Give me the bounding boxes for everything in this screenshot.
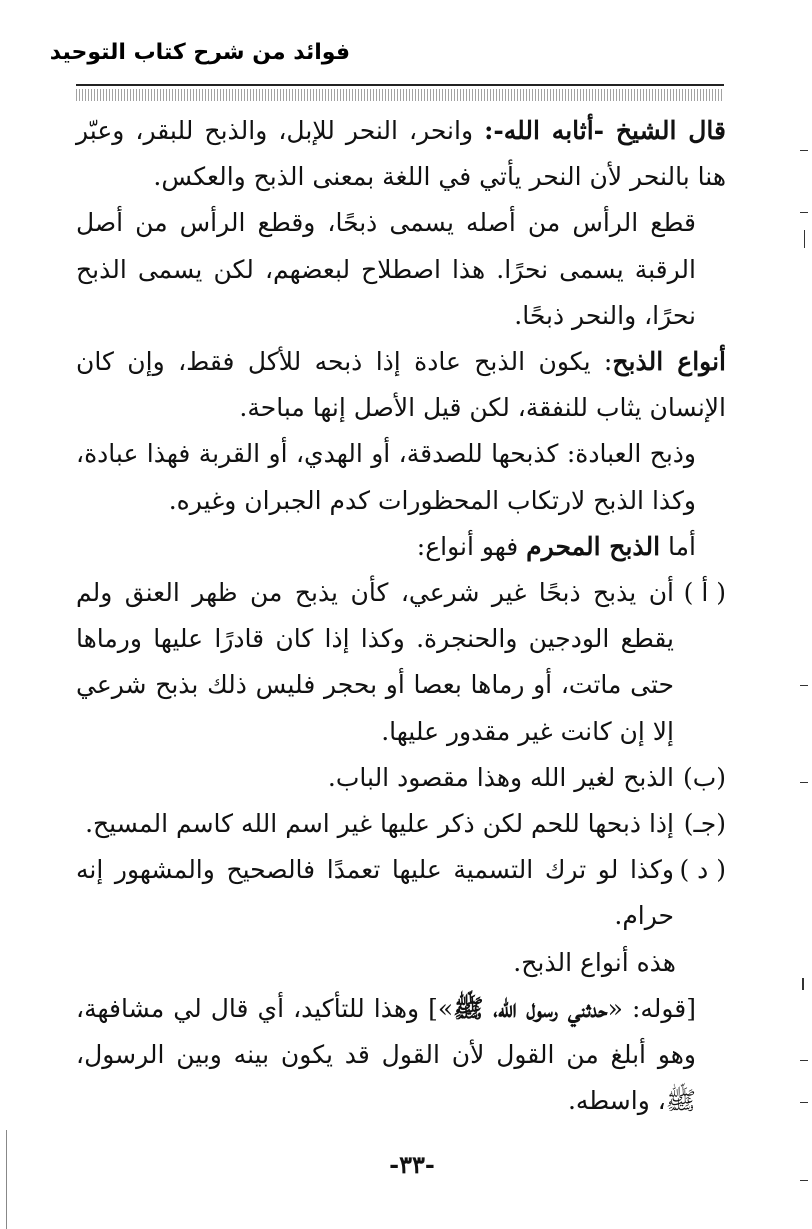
list-item-text: أن يذبح ذبحًا غير شرعي، كأن يذبح من ظهر العنق ولم يقطع الودجين والحنجرة. وكذا إذا كان قادرًا عليها ورماها حتى ماتت، أو رماها بعصا أو بحجر فليس ذلك بذبح شرعي إلا إن كانت غير مقدور عليها. [76, 578, 674, 746]
header-ornament-band [76, 89, 724, 101]
quoted-phrase: حدثني رسول الله، ﷺ [453, 993, 608, 1023]
paragraph-head-cutting: قطع الرأس من أصله يسمى ذبحًا، وقطع الرأس من أصل الرقبة يسمى نحرًا. هذا اصطلاح لبعضهم، لكن يسمى الذبح نحرًا، والنحر ذبحًا. [76, 208, 696, 330]
scan-margin-mark [804, 230, 805, 248]
scan-margin-mark [800, 1180, 808, 1181]
paragraph-slaughter-types [76, 339, 726, 431]
running-header-title: فوائد من شرح كتاب التوحيد [49, 40, 350, 65]
paragraph-text: أما [660, 531, 696, 561]
paragraph-text: »] وهذا للتأكيد، أي قال لي مشافهة، وهو أبلغ من القول لأن القول قد يكون بينه وبين الرسول، ﷺ، واسطه. [76, 993, 696, 1116]
scan-margin-mark [6, 1130, 7, 1229]
scan-margin-mark [800, 212, 808, 213]
scan-margin-mark [800, 150, 808, 151]
paragraph-forbidden-intro [76, 524, 726, 570]
list-item-text: وكذا لو ترك التسمية عليها تعمدًا فالصحيح والمشهور إنه حرام. [76, 855, 674, 931]
list-item-text: الذبح لغير الله وهذا مقصود الباب. [327, 762, 674, 792]
scan-margin-mark [800, 685, 808, 686]
paragraph-text: : يكون الذبح عادة إذا ذبحه للأكل فقط، وإن كان الإنسان يثاب للنفقة، لكن قيل الأصل إنها مباحة. [76, 347, 726, 423]
list-item [76, 801, 726, 847]
header-rule [76, 84, 724, 86]
section-heading: أنواع الذبح [612, 347, 726, 377]
paragraph-text: فهو أنواع: [416, 531, 527, 561]
list-item [76, 570, 726, 755]
paragraph-sheikh-statement [76, 108, 726, 200]
scan-margin-mark [800, 1102, 808, 1103]
list-item-text: إذا ذبحها للحم لكن ذكر عليها غير اسم الله كاسم المسيح. [85, 809, 674, 839]
list-item [76, 847, 726, 939]
list-marker: (ب) [682, 762, 726, 792]
paragraph-worship-slaughter: وذبح العبادة: كذبحها للصدقة، أو الهدي، أو القربة فهذا عبادة، وكذا الذبح لارتكاب المحظورات كدم الجبران وغيره. [76, 439, 696, 515]
speaker-label: قال الشيخ -أثابه الله-: [484, 116, 726, 145]
paragraph-text: وانحر، النحر للإبل، والذبح للبقر، وعبّر هنا بالنحر لأن النحر يأتي في اللغة بمعنى الذبح والعكس. [76, 116, 726, 192]
list-marker: (جـ) [683, 809, 726, 839]
list-marker: ( د ) [679, 855, 726, 885]
section-heading: الذبح المحرم [526, 531, 661, 561]
paragraph-hadith-comment [76, 986, 726, 1125]
list-marker: ( أ ) [683, 578, 726, 608]
scan-margin-mark [802, 978, 804, 990]
paragraph-text: [قوله: « [607, 993, 697, 1023]
body-text [76, 108, 726, 1124]
page-number: -٣٣- [389, 1150, 435, 1179]
scan-margin-mark [800, 782, 808, 783]
scan-margin-mark [800, 1060, 808, 1061]
list-item [76, 755, 726, 801]
paragraph-summary: هذه أنواع الذبح. [513, 947, 676, 977]
